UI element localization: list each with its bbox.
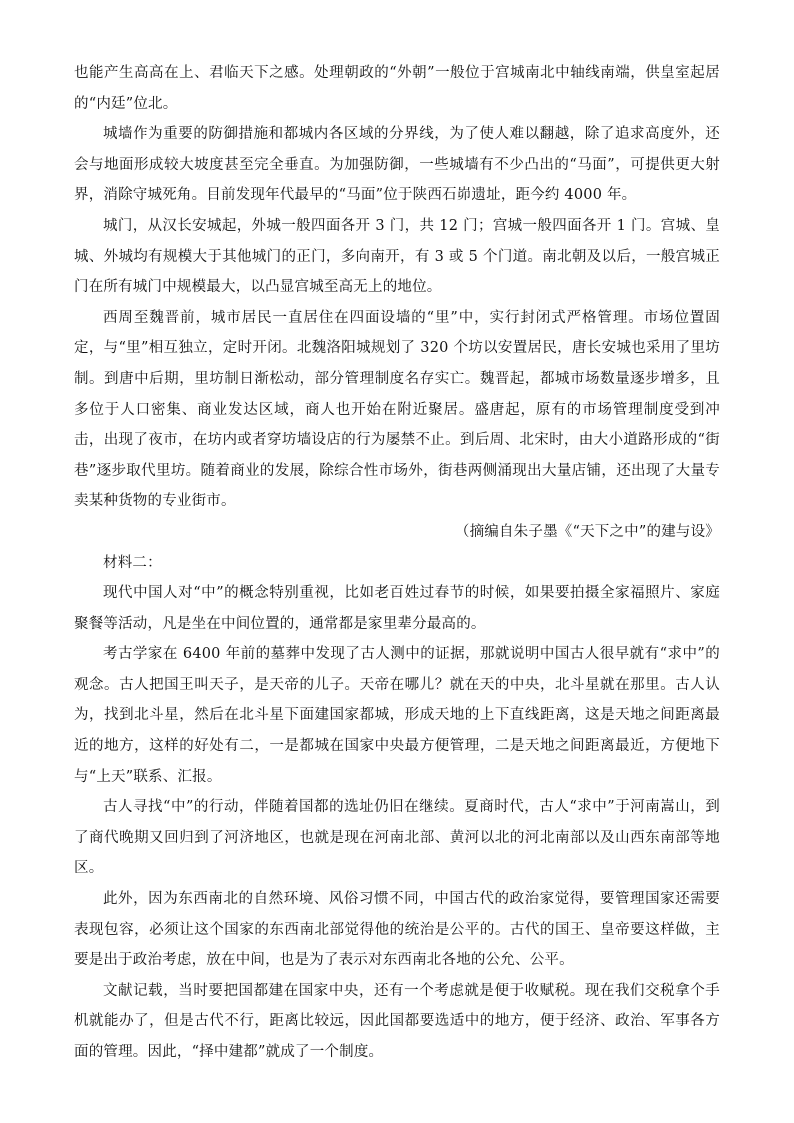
paragraph: 现代中国人对“中”的概念特别重视，比如老百姓过春节的时候，如果要拍摄全家福照片、家庭聚餐等活动，凡是坐在中间位置的，通常都是家里辈分最高的。 xyxy=(74,585,720,632)
paragraph: 考古学家在 6400 年前的墓葬中发现了古人测中的证据，那就说明中国古人很早就有“求中”的观念。古人把国王叫天子，是天帝的儿子。天帝在哪儿？就在天的中央，北斗星就在那里。古人认为，找到北斗星，然后在北斗星下面建国家都城，形成天地的上下直线距离，这是天地之间距离最近的地方，这样的好处有二，一是都城在国家中央最方便管理，二是天地之间距离最近，方便地下与“上天”联系、汇报。 xyxy=(74,646,720,785)
source-citation: （摘编自朱子墨《“天下之中”的建与设》 xyxy=(454,523,720,540)
paragraph: 城门，从汉长安城起，外城一般四面各开 3 门，共 12 门；宫城一般四面各开 1 门。宫城、皇城、外城均有规模大于其他城门的正门，多向南开，有 3 或 5 个门道。南北朝及以后，一般宫城正门在所有城门中规模最大，以凸显宫城至高无上的地位。 xyxy=(74,217,720,296)
paragraph: 西周至魏晋前，城市居民一直居住在四面设墙的“里”中，实行封闭式严格管理。市场位置固定，与“里”相互独立，定时开闭。北魏洛阳城规划了 320 个坊以安置居民，唐长安城也采用了里坊制。到唐中后期，里坊制日渐松动，部分管理制度名存实亡。魏晋起，都城市场数量逐步增多，且多位于人口密集、商业发达区域，商人也开始在附近聚居。盛唐起，原有的市场管理制度受到冲击，出现了夜市，在坊内或者穿坊墙设店的行为屡禁不止。到后周、北宋时，由大小道路形成的“街巷”逐步取代里坊。随着商业的发展，除综合性市场外，街巷两侧涌现出大量店铺，还出现了大量专卖某种货物的专业街市。 xyxy=(74,309,720,510)
material-label: 材料二： xyxy=(103,554,162,571)
paragraph: 古人寻找“中”的行动，伴随着国都的选址仍旧在继续。夏商时代，古人“求中”于河南嵩山，到了商代晚期又回归到了河济地区，也就是现在河南北部、黄河以北的河北南部以及山西东南部等地区。 xyxy=(74,799,720,877)
paragraph: 此外，因为东西南北的自然环境、风俗习惯不同，中国古代的政治家觉得，要管理国家还需要表现包容，必须让这个国家的东西南北部觉得他的统治是公平的。古代的国王、皇帝要这样做，主要是出于政治考虑，放在中间，也是为了表示对东西南北各地的公允、公平。 xyxy=(74,891,720,969)
paragraph: 文献记载，当时要把国都建在国家中央，还有一个考虑就是便于收赋税。现在我们交税拿个手机就能办了，但是古代不行，距离比较远，因此国都要选适中的地方，便于经济、政治、军事各方面的管理。因此，“择中建都”就成了一个制度。 xyxy=(74,982,720,1060)
paragraph: 也能产生高高在上、君临天下之感。处理朝政的“外朝”一般位于宫城南北中轴线南端，供皇室起居的“内廷”位北。 xyxy=(74,65,720,112)
paragraph: 城墙作为重要的防御措施和都城内各区域的分界线，为了使人难以翻越，除了追求高度外，还会与地面形成较大坡度甚至完全垂直。为加强防御，一些城墙有不少凸出的“马面”，可提供更大射界，消除守城死角。目前发现年代最早的“马面”位于陕西石峁遗址，距今约 4000 年。 xyxy=(74,126,720,204)
document-body xyxy=(74,58,720,1068)
